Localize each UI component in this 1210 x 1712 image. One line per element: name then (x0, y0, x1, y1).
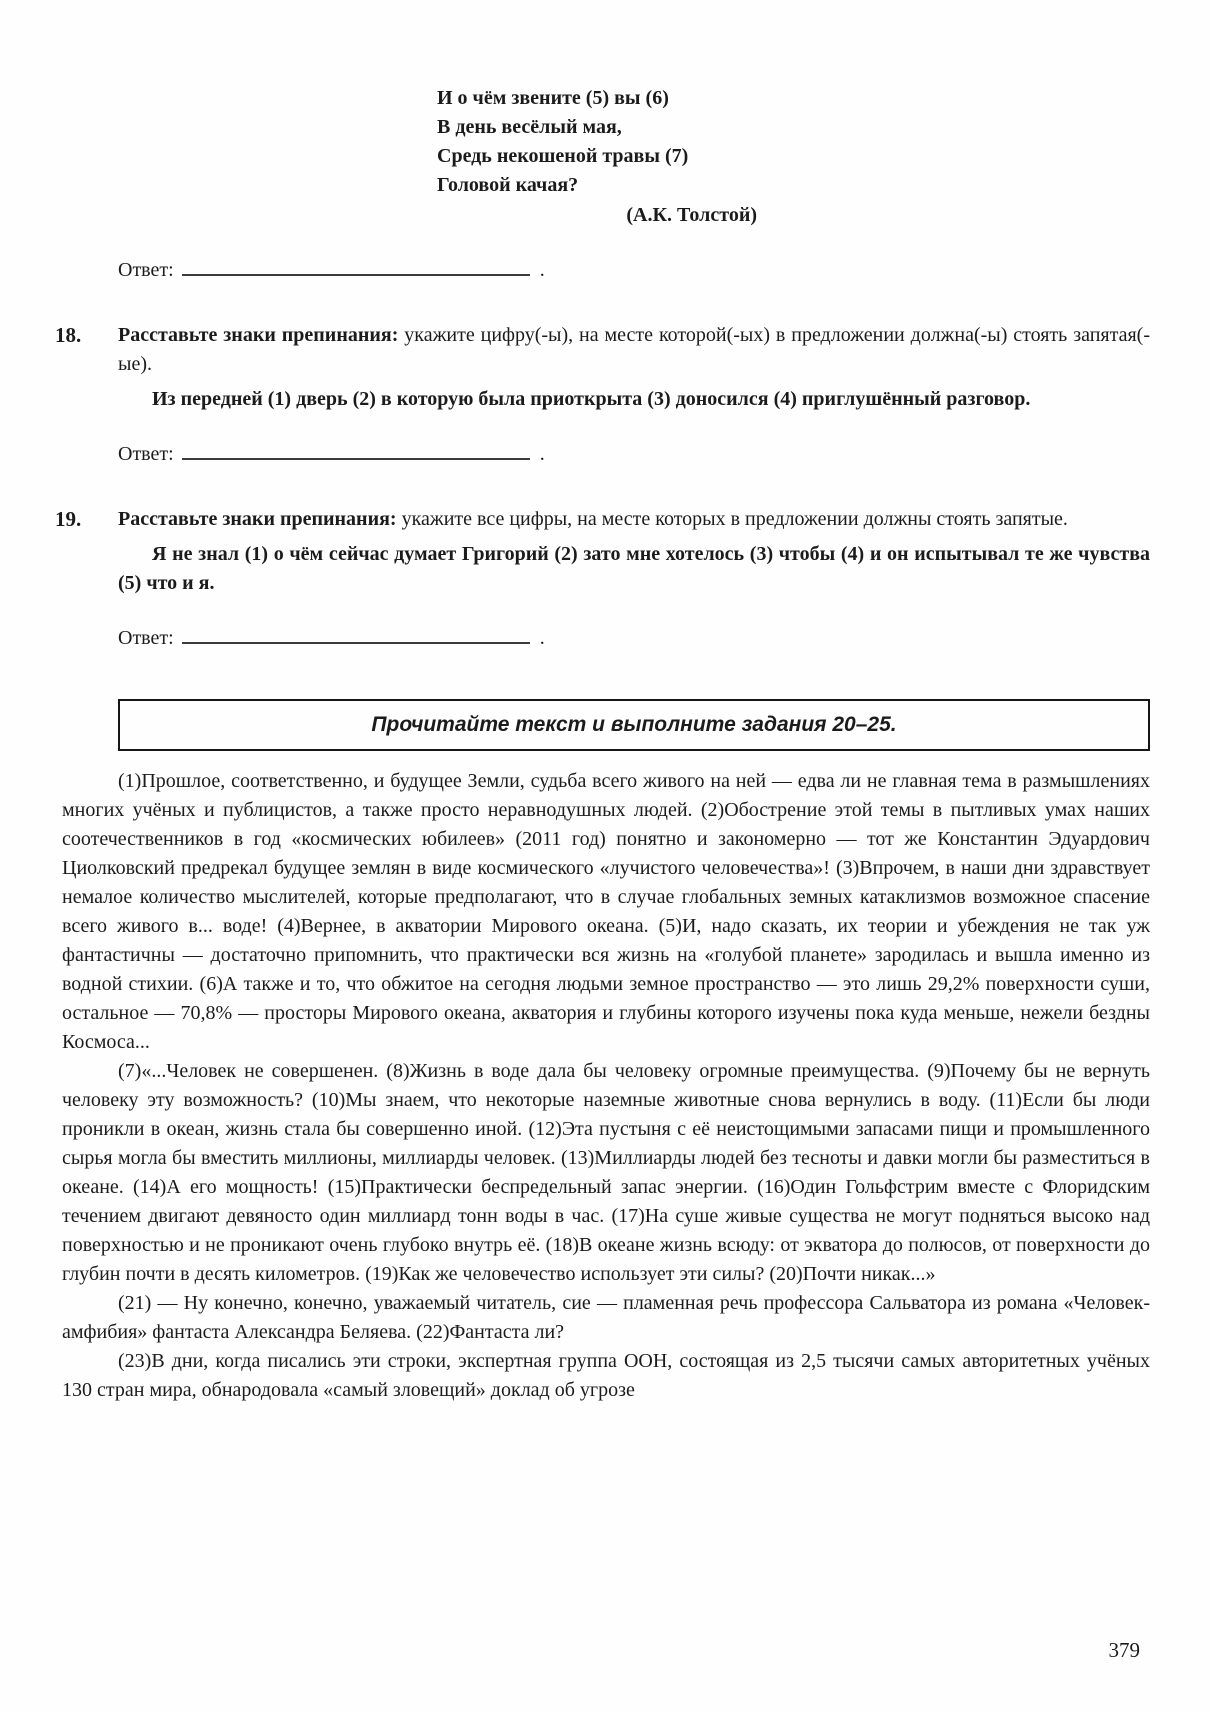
answer-blank-line (182, 628, 530, 644)
answer-label: Ответ: (118, 259, 174, 281)
instruction-lead: Расставьте знаки препинания: (118, 324, 399, 346)
task-instruction (118, 505, 1150, 534)
reading-text (62, 767, 1150, 1405)
task-19 (0, 505, 1210, 653)
instruction-lead: Расставьте знаки препинания: (118, 508, 397, 530)
poem-block (437, 0, 757, 230)
answer-row (118, 624, 1150, 653)
task-18 (0, 321, 1210, 469)
poem-author: (А.К. Толстой) (626, 204, 757, 226)
task-body (118, 505, 1150, 653)
answer-row (118, 256, 1210, 285)
answer-label: Ответ: (118, 443, 174, 465)
task-number: 18. (55, 323, 82, 347)
task-sentence: Из передней (1) дверь (2) в которую была приоткрыта (3) доносился (4) приглушённый разговор. (152, 388, 1031, 410)
poem-line: В день весёлый мая, (437, 116, 622, 138)
answer-dot: . (539, 443, 545, 465)
answer-dot: . (539, 259, 545, 281)
text-paragraph: (7)«...Человек не совершенен. (8)Жизнь в воде дала бы человеку огромные преимущества. (9)Почему бы не вернуть человеку эту возможность? (10)Мы знаем, что некоторые наземные животные снова вернулись в воду. (11)Если бы люди проникли в океан, жизнь стала бы совершенно иной. (12)Эта пустыня с её неистощимыми запасами пищи и промышленного сырья могла бы вместить миллионы, миллиарды человек. (13)Миллиарды людей без тесноты и давки могли бы разместиться в океане. (14)А его мощность! (15)Практически беспредельный запас энергии. (16)Один Гольфстрим вместе с Флоридским течением двигают девяносто один миллиард тонн воды в час. (17)На суше живые существа не могут подняться высоко над поверхностью и не проникают очень глубоко внутрь её. (18)В океане жизнь всюду: от экватора до полюсов, от поверхности до глубин почти в десять километров. (19)Как же человечество использует эти силы? (20)Почти никак...» (62, 1060, 1150, 1285)
poem-line: И о чём звените (5) вы (6) (437, 87, 669, 109)
task-instruction (118, 321, 1150, 379)
instruction-rest: укажите цифру(-ы), на месте которой(-ых) в предложении должна(-ы) стоять запятая(-ые). (118, 324, 1150, 375)
task-sentence: Я не знал (1) о чём сейчас думает Григорий (2) зато мне хотелось (3) чтобы (4) и он испытывал те же чувства (5) что и я. (118, 543, 1150, 594)
reading-instruction-box (118, 699, 1150, 751)
answer-blank-line (182, 260, 530, 276)
answer-row (118, 440, 1150, 469)
task-number: 19. (55, 507, 82, 531)
text-paragraph: (23)В дни, когда писались эти строки, экспертная группа ООН, состоящая из 2,5 тысячи самых авторитетных учёных 130 стран мира, обнародовала «самый зловещий» доклад об угрозе (62, 1350, 1150, 1401)
page-number: 379 (1108, 1638, 1140, 1662)
reading-instruction-title: Прочитайте текст и выполните задания 20–25. (371, 713, 897, 736)
task-body (118, 321, 1150, 469)
text-paragraph: (21) — Ну конечно, конечно, уважаемый читатель, сие — пламенная речь профессора Сальватора из романа «Человек-амфибия» фантаста Александра Беляева. (22)Фантаста ли? (62, 1292, 1150, 1343)
poem-line: Головой качая? (437, 174, 579, 196)
answer-label: Ответ: (118, 627, 174, 649)
answer-dot: . (539, 627, 545, 649)
answer-blank-line (182, 444, 530, 460)
instruction-rest: укажите все цифры, на месте которых в предложении должны стоять запятые. (401, 508, 1068, 530)
poem-line: Средь некошеной травы (7) (437, 145, 689, 167)
text-paragraph: (1)Прошлое, соответственно, и будущее Земли, судьба всего живого на ней — едва ли не главная тема в размышлениях многих учёных и публицистов, а также просто неравнодушных людей. (2)Обострение этой темы в пытливых умах наших соотечественников в год «космических юбилеев» (2011 год) понятно и закономерно — тот же Константин Эдуардович Циолковский предрекал будущее землян в виде космического «лучистого человечества»! (3)Впрочем, в наши дни здравствует немалое количество мыслителей, которые предполагают, что в случае глобальных земных катаклизмов возможное спасение всего живого в... воде! (4)Вернее, в акватории Мирового океана. (5)И, надо сказать, их теории и убеждения не так уж фантастичны — достаточно припомнить, что практически вся жизнь на «голубой планете» зародилась и вышла именно из водной стихии. (6)А также и то, что обжитое на сегодня людьми земное пространство — это лишь 29,2% поверхности суши, остальное — 70,8% — просторы Мирового океана, акватория и глубины которого изучены пока куда меньше, нежели бездны Космоса... (62, 770, 1150, 1053)
